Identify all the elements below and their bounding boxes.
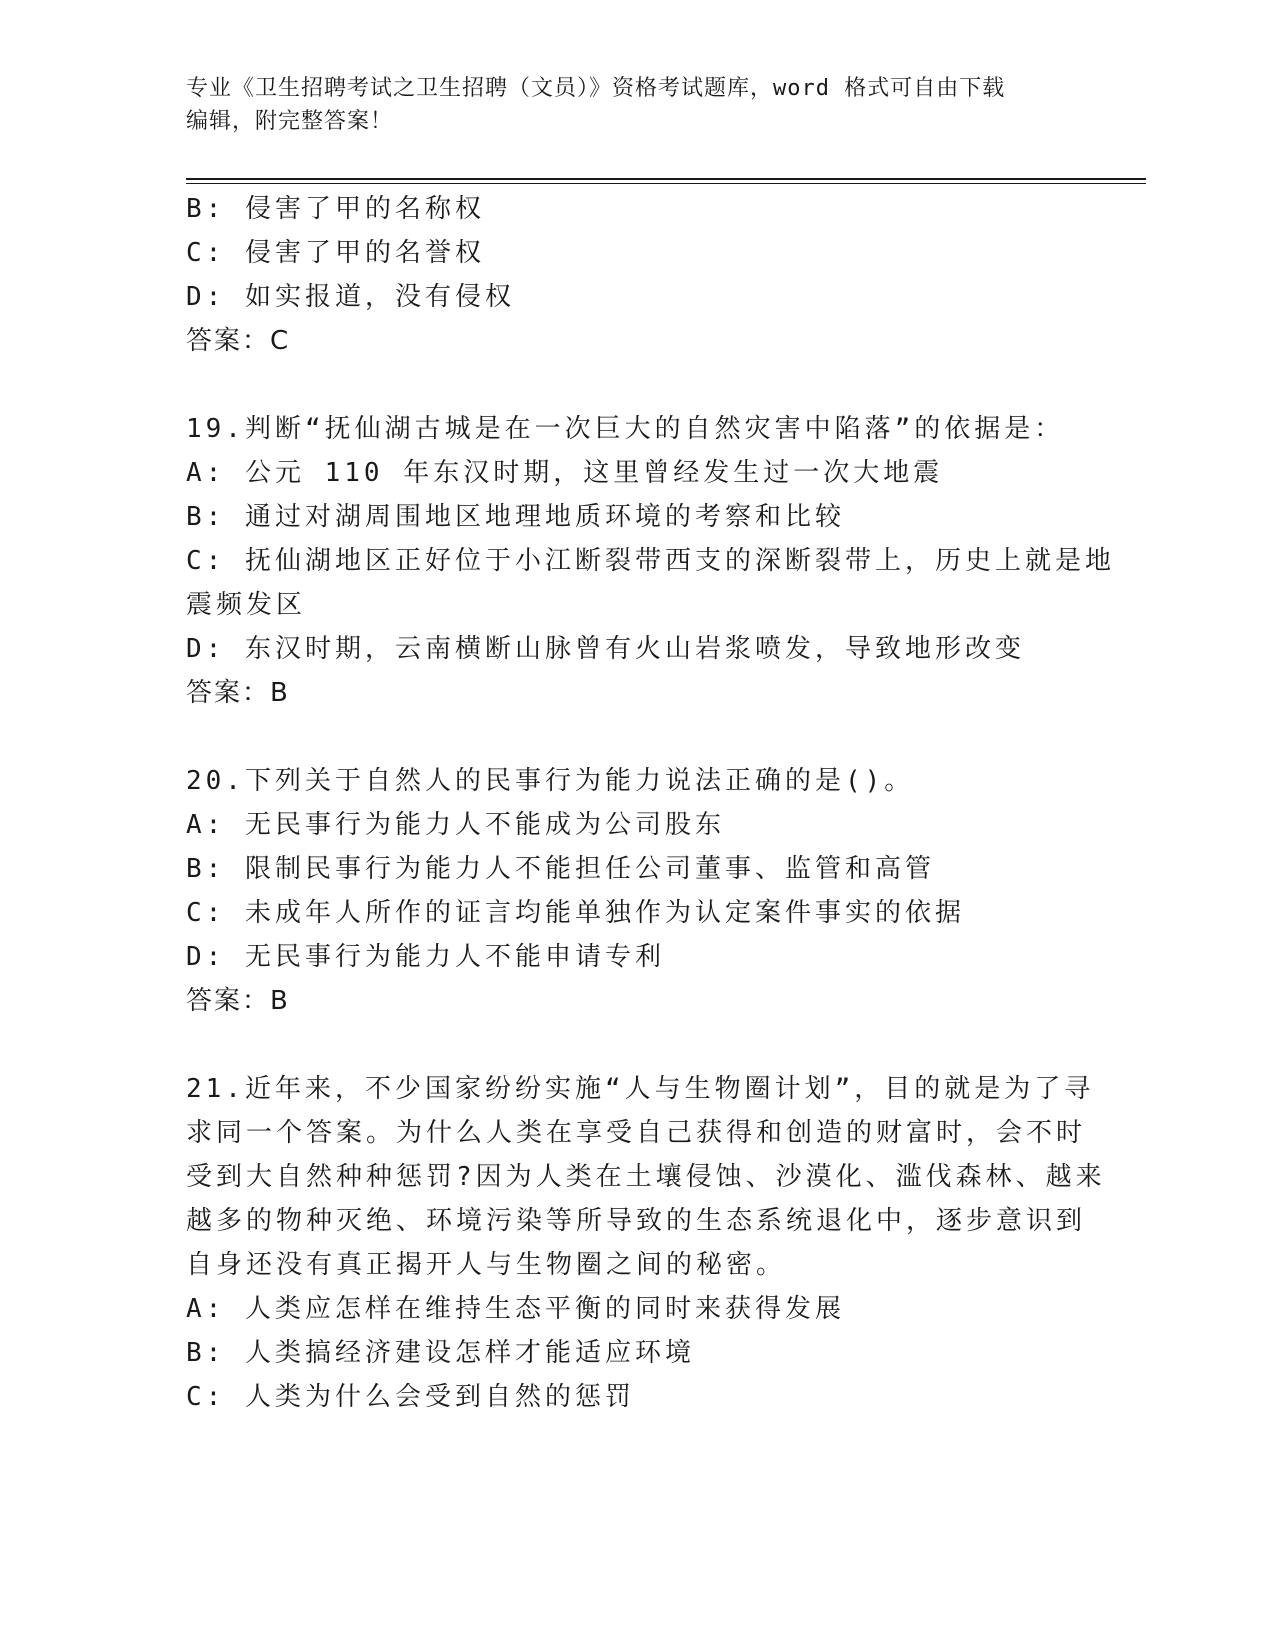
header-divider-thin xyxy=(186,183,1146,184)
q21-option-c: C: 人类为什么会受到自然的惩罚 xyxy=(186,1382,635,1412)
q18-answer: 答案：C xyxy=(186,326,291,356)
header-line-2: 编辑，附完整答案！ xyxy=(186,109,394,134)
q18-option-d: D: 如实报道，没有侵权 xyxy=(186,282,515,312)
q21-option-a: A: 人类应怎样在维持生态平衡的同时来获得发展 xyxy=(186,1294,845,1324)
q20-option-d: D: 无民事行为能力人不能申请专利 xyxy=(186,942,665,972)
q18-option-c: C: 侵害了甲的名誉权 xyxy=(186,238,485,268)
q18-option-b: B: 侵害了甲的名称权 xyxy=(186,194,485,224)
q21-stem-line-3: 受到大自然种种惩罚?因为人类在土壤侵蚀、沙漠化、滥伐森林、越来 xyxy=(186,1162,1106,1192)
q20-answer: 答案：B xyxy=(186,986,290,1016)
q19-option-d: D: 东汉时期，云南横断山脉曾有火山岩浆喷发，导致地形改变 xyxy=(186,634,1025,664)
q21-stem-line-4: 越多的物种灭绝、环境污染等所导致的生态系统退化中，逐步意识到 xyxy=(186,1206,1087,1236)
q21-option-b: B: 人类搞经济建设怎样才能适应环境 xyxy=(186,1338,695,1368)
header-line-1: 专业《卫生招聘考试之卫生招聘（文员）》资格考试题库，word 格式可自由下载 xyxy=(186,76,1006,101)
q19-stem: 19.判断“抚仙湖古城是在一次巨大的自然灾害中陷落”的依据是： xyxy=(186,414,1065,444)
q19-option-c-line-1: C: 抚仙湖地区正好位于小江断裂带西支的深断裂带上，历史上就是地 xyxy=(186,546,1115,576)
q20-stem: 20.下列关于自然人的民事行为能力说法正确的是()。 xyxy=(186,766,915,796)
q21-stem-line-1: 21.近年来，不少国家纷纷实施“人与生物圈计划”，目的就是为了寻 xyxy=(186,1074,1095,1104)
q19-option-a: A: 公元 110 年东汉时期，这里曾经发生过一次大地震 xyxy=(186,458,944,488)
q20-option-c: C: 未成年人所作的证言均能单独作为认定案件事实的依据 xyxy=(186,898,965,928)
q19-option-b: B: 通过对湖周围地区地理地质环境的考察和比较 xyxy=(186,502,845,532)
q19-answer: 答案：B xyxy=(186,678,290,708)
q19-option-c-line-2: 震频发区 xyxy=(186,590,307,620)
header-divider-thick xyxy=(186,178,1146,180)
page-header xyxy=(186,72,1066,138)
q20-option-b: B: 限制民事行为能力人不能担任公司董事、监管和高管 xyxy=(186,854,935,884)
q21-stem-line-2: 求同一个答案。为什么人类在享受自己获得和创造的财富时，会不时 xyxy=(186,1118,1087,1148)
q21-stem-line-5: 自身还没有真正揭开人与生物圈之间的秘密。 xyxy=(186,1250,787,1280)
q20-option-a: A: 无民事行为能力人不能成为公司股东 xyxy=(186,810,725,840)
